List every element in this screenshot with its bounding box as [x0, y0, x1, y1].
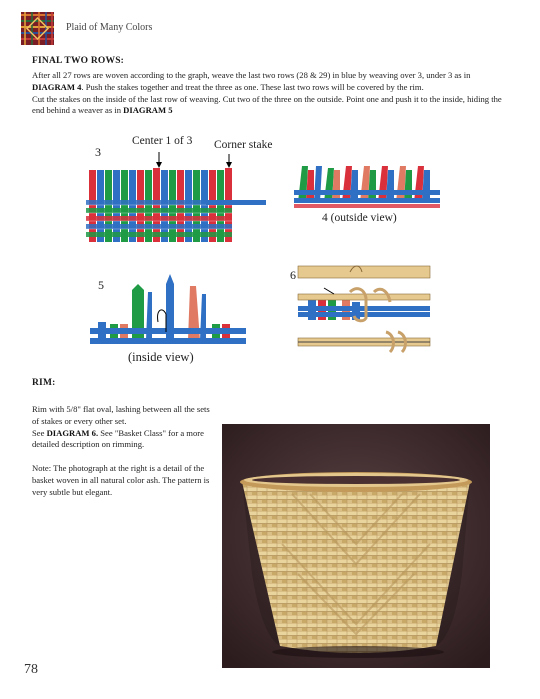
diagram-3-label-center: Center 1 of 3 [132, 135, 193, 147]
header-title: Plaid of Many Colors [66, 22, 153, 33]
final-rows-heading: FINAL TWO ROWS: [32, 56, 125, 66]
rim-heading: RIM: [32, 378, 56, 388]
final-rows-text: After all 27 rows are woven according to the graph, weave the last two rows (28 & 29) in blue by weaving over 3, under 3 as in DIAGRAM 4. Push the stakes together and treat the three as one. These last two rows will be covered by the rim. Cut the stakes on the inside of the last row of weaving. Cut two of the three on the outside. Point one and push it to the inside, hiding the end behind a weaver as in DIAGRAM 5 [32, 70, 502, 116]
diagram-5-number: 5 [98, 278, 104, 292]
diagram-4-ref: DIAGRAM 4 [32, 81, 82, 92]
plaid-logo-icon [21, 12, 54, 45]
diagram-6-ref: DIAGRAM 6. [46, 427, 99, 438]
diagram-6-illustration [294, 262, 434, 358]
diagram-5-ref: DIAGRAM 5 [123, 105, 173, 116]
rim-text: Rim with 5/8" flat oval, lashing between all the sets of stakes or every other set. See DIAGRAM 6. See "Basket Class" for a more detailed description on rimming. Note: The photograph at the right is a detail of the basket woven in all natural color ash. The pattern is very subtle but elegant. [32, 404, 210, 497]
diagram-5-illustration [86, 270, 252, 360]
diagram-4-illustration [292, 160, 442, 214]
page-number: 78 [24, 662, 38, 677]
basket-photo [222, 424, 490, 668]
diagram-3-illustration [86, 148, 272, 248]
diagram-3-number: 3 [95, 145, 101, 159]
diagram-6-number: 6 [290, 268, 296, 282]
diagram-4-caption: 4 (outside view) [322, 212, 397, 224]
diagram-5-caption: (inside view) [128, 350, 194, 364]
diagram-3-label-corner: Corner stake [214, 139, 273, 151]
